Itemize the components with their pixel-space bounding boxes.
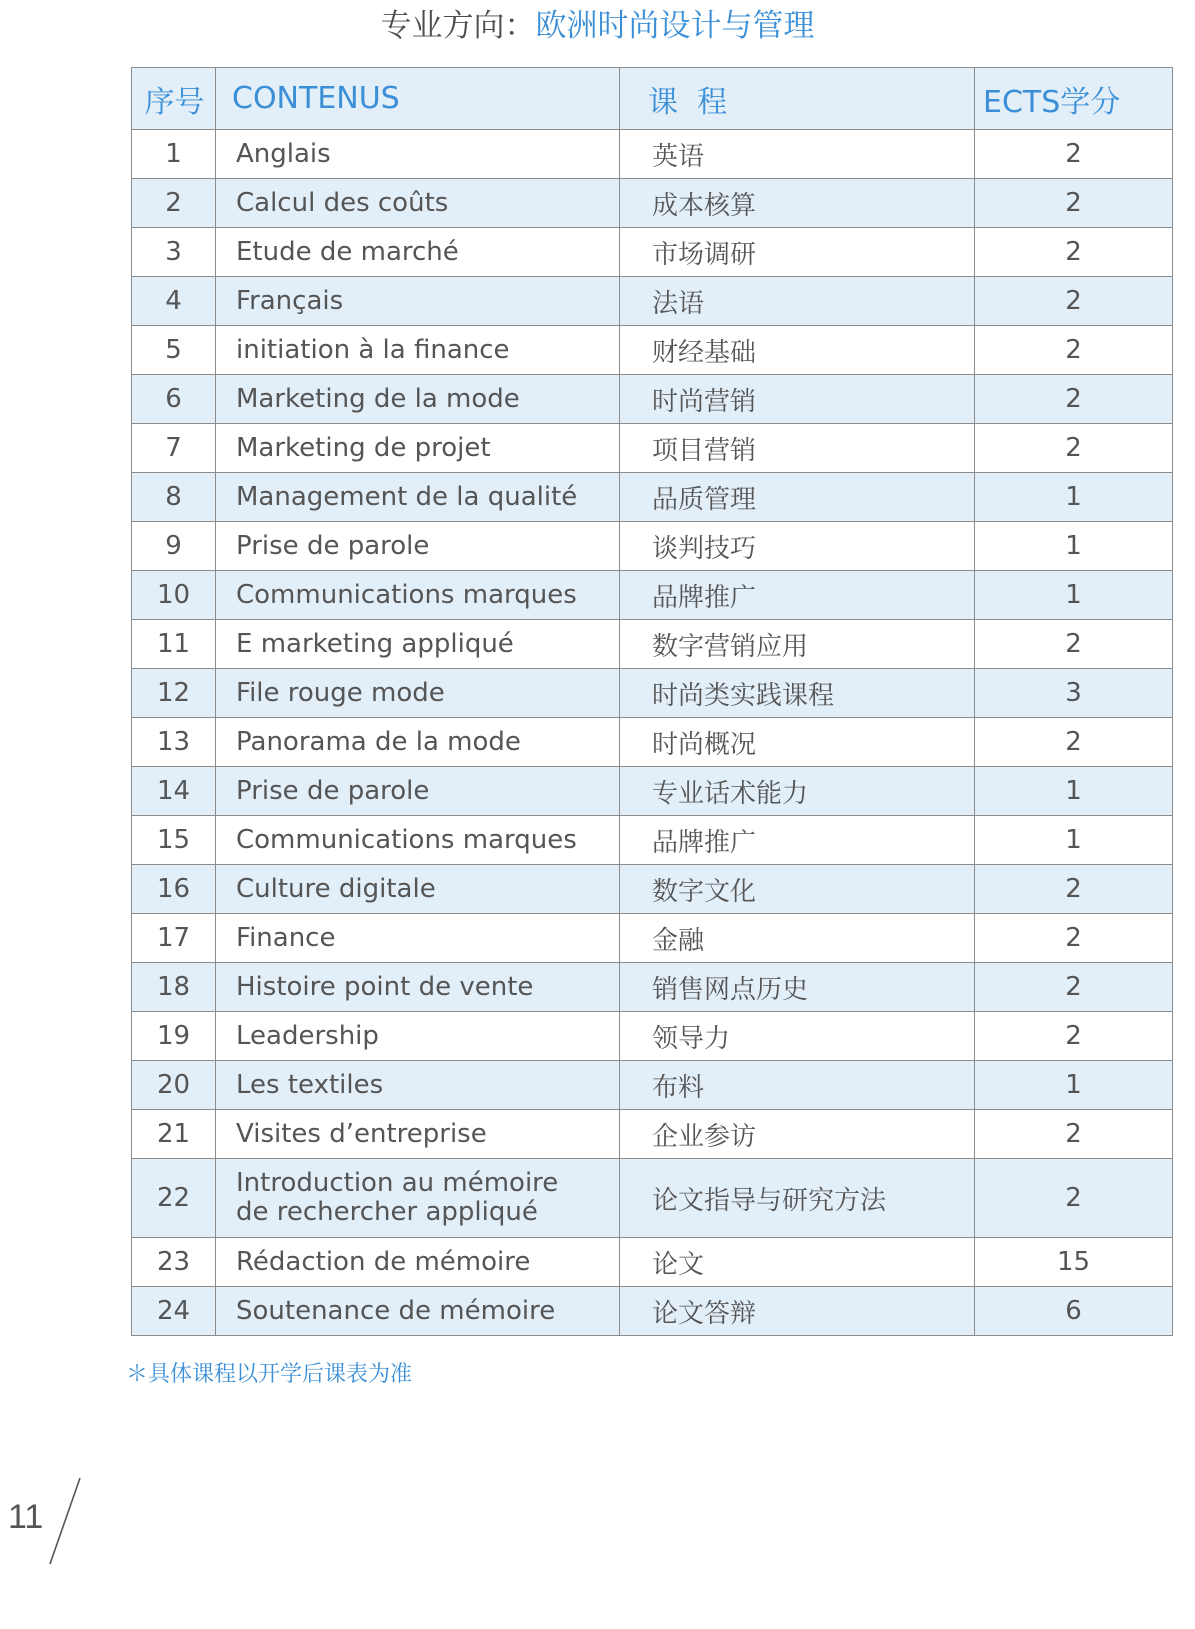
table-row <box>132 326 1173 375</box>
row-num: 24 <box>132 1287 216 1336</box>
table-row <box>132 571 1173 620</box>
row-course: 销售网点历史 <box>620 963 975 1012</box>
row-num: 12 <box>132 669 216 718</box>
row-course: 财经基础 <box>620 326 975 375</box>
row-contenu: Culture digitale <box>216 865 620 914</box>
row-course: 企业参访 <box>620 1110 975 1159</box>
row-course: 论文答辩 <box>620 1287 975 1336</box>
row-course: 成本核算 <box>620 179 975 228</box>
table-row <box>132 669 1173 718</box>
row-ects: 1 <box>975 1061 1173 1110</box>
row-course: 市场调研 <box>620 228 975 277</box>
row-num: 7 <box>132 424 216 473</box>
row-num: 3 <box>132 228 216 277</box>
row-course: 论文 <box>620 1238 975 1287</box>
row-num: 9 <box>132 522 216 571</box>
row-contenu: Rédaction de mémoire <box>216 1238 620 1287</box>
row-contenu-line: de rechercher appliqué <box>236 1197 538 1227</box>
row-num: 23 <box>132 1238 216 1287</box>
row-course: 时尚类实践课程 <box>620 669 975 718</box>
row-ects: 2 <box>975 130 1173 179</box>
row-contenu: Etude de marché <box>216 228 620 277</box>
row-num: 6 <box>132 375 216 424</box>
row-contenu: Marketing de la mode <box>216 375 620 424</box>
row-ects: 2 <box>975 1012 1173 1061</box>
table-row <box>132 375 1173 424</box>
table-row <box>132 865 1173 914</box>
row-ects: 3 <box>975 669 1173 718</box>
row-num: 13 <box>132 718 216 767</box>
row-ects: 2 <box>975 914 1173 963</box>
table-row <box>132 424 1173 473</box>
row-ects: 1 <box>975 816 1173 865</box>
row-ects: 2 <box>975 718 1173 767</box>
table-row <box>132 473 1173 522</box>
row-ects: 1 <box>975 473 1173 522</box>
table-row <box>132 1159 1173 1238</box>
row-contenu: Les textiles <box>216 1061 620 1110</box>
row-contenu: Français <box>216 277 620 326</box>
row-ects: 2 <box>975 277 1173 326</box>
table-row <box>132 1012 1173 1061</box>
table-row <box>132 1110 1173 1159</box>
row-ects: 15 <box>975 1238 1173 1287</box>
row-course: 论文指导与研究方法 <box>620 1159 975 1238</box>
table-row <box>132 228 1173 277</box>
row-ects: 2 <box>975 424 1173 473</box>
table-row <box>132 718 1173 767</box>
row-ects: 1 <box>975 522 1173 571</box>
table-row <box>132 130 1173 179</box>
row-course: 专业话术能力 <box>620 767 975 816</box>
row-num: 4 <box>132 277 216 326</box>
row-ects: 6 <box>975 1287 1173 1336</box>
page-heading <box>0 4 1195 48</box>
row-ects: 2 <box>975 865 1173 914</box>
row-ects: 1 <box>975 767 1173 816</box>
table-row <box>132 963 1173 1012</box>
row-course: 布料 <box>620 1061 975 1110</box>
row-num: 18 <box>132 963 216 1012</box>
row-contenu: Finance <box>216 914 620 963</box>
row-num: 19 <box>132 1012 216 1061</box>
table-row <box>132 620 1173 669</box>
row-course: 项目营销 <box>620 424 975 473</box>
row-contenu: E marketing appliqué <box>216 620 620 669</box>
row-course: 领导力 <box>620 1012 975 1061</box>
row-num: 21 <box>132 1110 216 1159</box>
row-contenu: Management de la qualité <box>216 473 620 522</box>
row-contenu <box>216 1159 620 1238</box>
course-table <box>131 67 1173 1336</box>
row-num: 10 <box>132 571 216 620</box>
row-ects: 2 <box>975 1110 1173 1159</box>
row-contenu: Leadership <box>216 1012 620 1061</box>
row-course: 金融 <box>620 914 975 963</box>
row-num: 8 <box>132 473 216 522</box>
row-num: 17 <box>132 914 216 963</box>
row-num: 14 <box>132 767 216 816</box>
row-contenu: Visites d’entreprise <box>216 1110 620 1159</box>
row-contenu: Marketing de projet <box>216 424 620 473</box>
table-row <box>132 179 1173 228</box>
row-num: 16 <box>132 865 216 914</box>
row-contenu: Communications marques <box>216 571 620 620</box>
heading-label: 专业方向： <box>380 8 536 44</box>
row-ects: 2 <box>975 375 1173 424</box>
header-course: 课 程 <box>620 68 975 130</box>
row-course: 时尚营销 <box>620 375 975 424</box>
row-contenu: Prise de parole <box>216 767 620 816</box>
row-contenu: Prise de parole <box>216 522 620 571</box>
row-num: 15 <box>132 816 216 865</box>
table-header-row <box>132 68 1173 130</box>
row-num: 2 <box>132 179 216 228</box>
row-contenu: Histoire point de vente <box>216 963 620 1012</box>
row-course: 数字文化 <box>620 865 975 914</box>
table-row <box>132 522 1173 571</box>
row-contenu: initiation à la finance <box>216 326 620 375</box>
row-num: 5 <box>132 326 216 375</box>
row-num: 11 <box>132 620 216 669</box>
heading-value: 欧洲时尚设计与管理 <box>535 8 815 44</box>
table-row <box>132 767 1173 816</box>
row-contenu: Panorama de la mode <box>216 718 620 767</box>
row-ects: 2 <box>975 228 1173 277</box>
table-row <box>132 1238 1173 1287</box>
row-course: 时尚概况 <box>620 718 975 767</box>
table-row <box>132 816 1173 865</box>
footnote: ＊具体课程以开学后课表为准 <box>126 1362 413 1387</box>
header-num: 序号 <box>132 68 216 130</box>
row-ects: 2 <box>975 179 1173 228</box>
table-row <box>132 1287 1173 1336</box>
page-number: 11 <box>8 1498 44 1536</box>
row-ects: 2 <box>975 326 1173 375</box>
header-contenus: CONTENUS <box>216 68 620 130</box>
table-row <box>132 277 1173 326</box>
table-row <box>132 914 1173 963</box>
row-num: 22 <box>132 1159 216 1238</box>
row-num: 1 <box>132 130 216 179</box>
row-contenu: Anglais <box>216 130 620 179</box>
row-course: 英语 <box>620 130 975 179</box>
row-ects: 2 <box>975 620 1173 669</box>
row-course: 数字营销应用 <box>620 620 975 669</box>
page-number-slash <box>40 1476 90 1566</box>
row-course: 谈判技巧 <box>620 522 975 571</box>
table-row <box>132 1061 1173 1110</box>
row-ects: 2 <box>975 1159 1173 1238</box>
row-contenu: Soutenance de mémoire <box>216 1287 620 1336</box>
row-ects: 1 <box>975 571 1173 620</box>
row-course: 品牌推广 <box>620 571 975 620</box>
row-num: 20 <box>132 1061 216 1110</box>
row-course: 品牌推广 <box>620 816 975 865</box>
row-contenu: File rouge mode <box>216 669 620 718</box>
row-course: 法语 <box>620 277 975 326</box>
row-ects: 2 <box>975 963 1173 1012</box>
row-course: 品质管理 <box>620 473 975 522</box>
row-contenu: Communications marques <box>216 816 620 865</box>
row-contenu: Calcul des coûts <box>216 179 620 228</box>
row-contenu-line: Introduction au mémoire <box>236 1168 559 1198</box>
header-ects: ECTS学分 <box>975 68 1173 130</box>
